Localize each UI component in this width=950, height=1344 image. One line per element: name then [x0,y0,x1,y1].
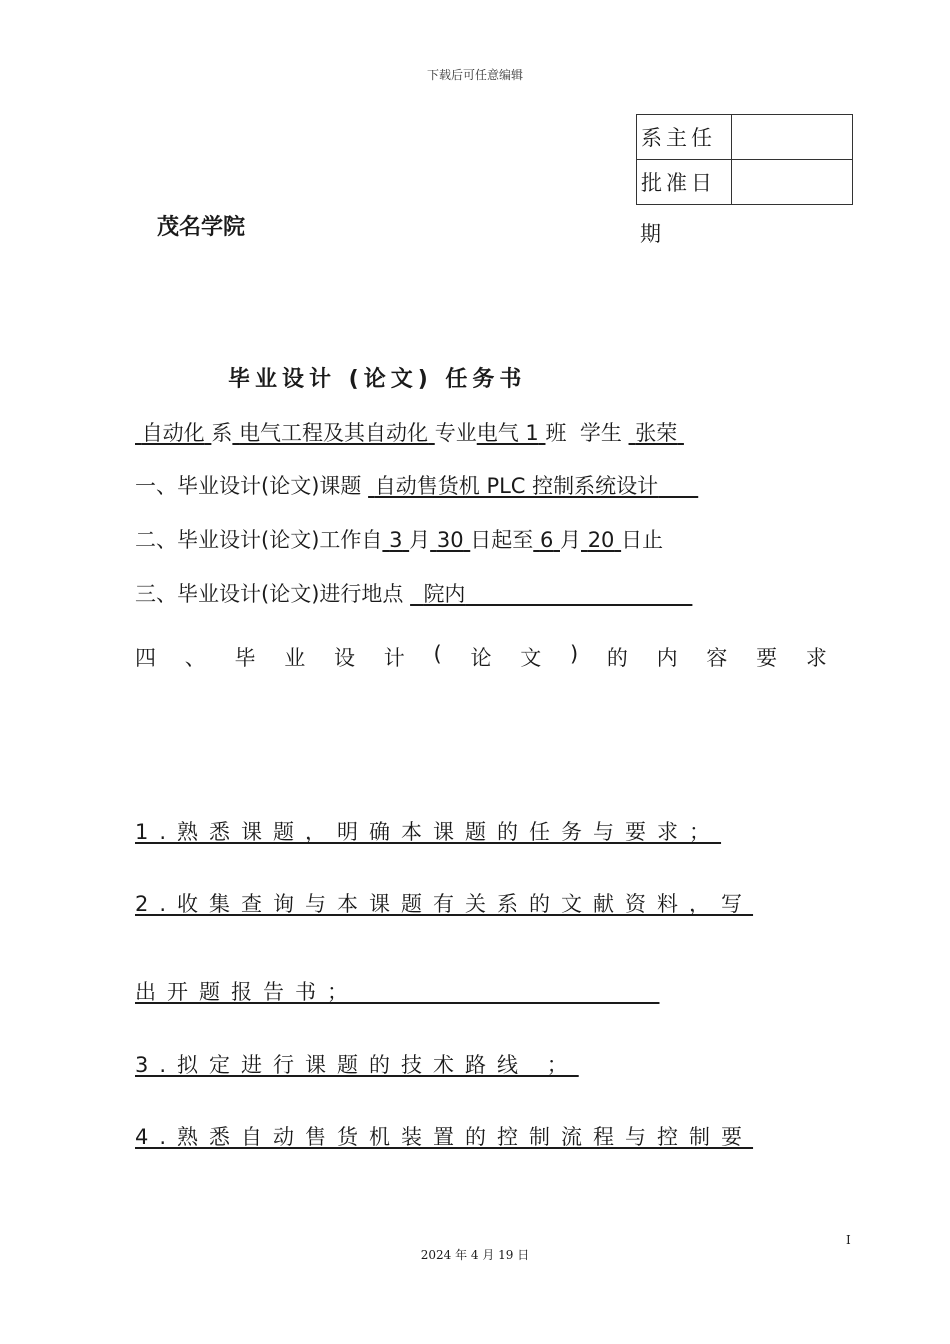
major-value: 电气工程及其自动化 [239,421,429,445]
month-label-start: 月 [409,528,431,552]
topic-value: 自动售货机 PLC 控制系统设计 [374,474,659,498]
heading-char: ( [433,642,442,666]
class-label: 班 [545,421,567,445]
requirement-2-continued: 出开题报告书； [135,980,359,1004]
document-title: 毕业设计 (论文) 任务书 [228,367,527,392]
college-name: 茂名学院 [157,215,246,240]
end-day: 20 [587,528,615,552]
department-line [135,417,684,447]
requirement-1: 1.熟悉课题，明确本课题的任务与要求； [135,820,722,844]
approval-row-date [637,160,853,205]
department-label: 系 [211,421,233,445]
approval-date-label-tail: 期 [640,222,661,246]
location-label: 三、毕业设计(论文)进行地点 [135,582,404,606]
start-month: 3 [389,528,403,552]
item-topic [135,470,698,500]
heading-char: 要 [756,646,778,670]
approval-date-value-cell [732,160,853,205]
heading-char: 的 [606,646,628,670]
topic-label: 一、毕业设计(论文)课题 [135,474,362,498]
item-content-requirements-heading [135,642,827,672]
approval-row-director [637,115,853,160]
requirement-4: 4.熟悉自动售货机装置的控制流程与控制要 [135,1125,754,1149]
header-note: 下载后可任意编辑 [426,68,523,82]
requirement-2: 2.收集查询与本课题有关系的文献资料，写 [135,892,754,916]
heading-char: ) [569,642,579,666]
heading-char: 论 [470,646,492,670]
heading-char: 计 [383,646,405,670]
student-value: 张荣 [635,421,678,445]
heading-char: 容 [706,646,728,670]
footer-date: 2024 年 4 月 19 日 [420,1248,530,1262]
student-label: 学生 [579,421,622,445]
location-value: 院内 [423,582,466,606]
heading-char: 、 [184,646,206,670]
item-location [135,578,692,608]
period-suffix: 日止 [621,528,664,552]
heading-char: 设 [334,646,355,670]
director-label: 系主任 [637,115,732,160]
heading-char: 业 [284,646,306,670]
approval-table [636,114,853,205]
heading-char: 文 [520,646,542,670]
department-value: 自动化 [141,421,205,445]
approval-date-label: 批准日 [637,160,732,205]
heading-char: 内 [656,646,678,670]
class-value: 电气 1 [476,421,539,445]
month-label-end: 月 [560,528,581,552]
heading-char: 毕 [234,646,256,670]
heading-char: 求 [805,646,827,670]
major-label: 专业 [434,421,477,445]
start-day: 30 [436,528,464,552]
item-work-period [135,524,663,554]
page-number: I [846,1233,851,1247]
requirement-3: 3.拟定进行课题的技术路线 ； [135,1053,579,1077]
period-mid: 日起至 [470,528,534,552]
heading-char: 四 [135,646,156,670]
end-month: 6 [539,528,554,552]
period-prefix: 二、毕业设计(论文)工作自 [135,528,383,552]
director-value-cell [732,115,853,160]
